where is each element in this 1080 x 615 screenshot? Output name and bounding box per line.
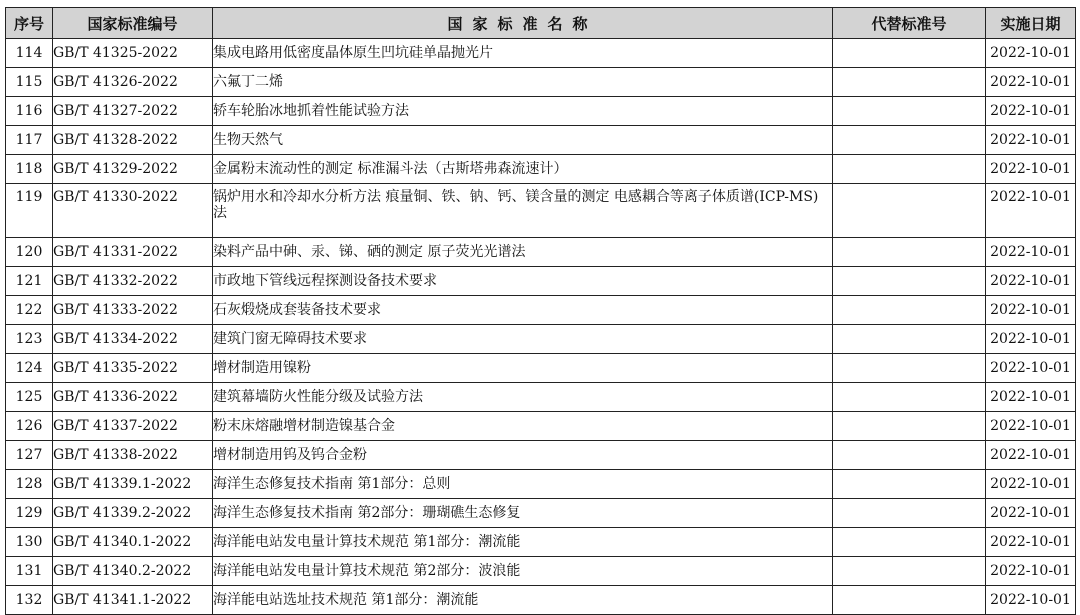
cell-code: GB/T 41330-2022 [53, 184, 213, 238]
cell-seq: 124 [6, 354, 53, 383]
cell-code: GB/T 41334-2022 [53, 325, 213, 354]
cell-replace [833, 184, 986, 238]
cell-seq: 117 [6, 126, 53, 155]
header-replace: 代替标准号 [833, 8, 986, 39]
cell-seq: 123 [6, 325, 53, 354]
table-row [6, 126, 1076, 155]
cell-date: 2022-10-01 [986, 97, 1076, 126]
cell-replace [833, 126, 986, 155]
cell-date: 2022-10-01 [986, 499, 1076, 528]
cell-name: 粉末床熔融增材制造镍基合金 [213, 412, 833, 441]
cell-name: 海洋生态修复技术指南 第2部分：珊瑚礁生态修复 [213, 499, 833, 528]
cell-name: 石灰煅烧成套装备技术要求 [213, 296, 833, 325]
cell-seq: 125 [6, 383, 53, 412]
cell-name: 染料产品中砷、汞、锑、硒的测定 原子荧光光谱法 [213, 238, 833, 267]
cell-code: GB/T 41332-2022 [53, 267, 213, 296]
cell-name: 市政地下管线远程探测设备技术要求 [213, 267, 833, 296]
cell-code: GB/T 41336-2022 [53, 383, 213, 412]
cell-code: GB/T 41329-2022 [53, 155, 213, 184]
cell-replace [833, 412, 986, 441]
cell-code: GB/T 41325-2022 [53, 39, 213, 68]
cell-replace [833, 499, 986, 528]
cell-name: 海洋生态修复技术指南 第1部分：总则 [213, 470, 833, 499]
cell-seq: 130 [6, 528, 53, 557]
cell-name: 六氟丁二烯 [213, 68, 833, 97]
cell-seq: 131 [6, 557, 53, 586]
cell-date: 2022-10-01 [986, 586, 1076, 615]
cell-date: 2022-10-01 [986, 354, 1076, 383]
cell-replace [833, 557, 986, 586]
cell-replace [833, 97, 986, 126]
header-row [6, 8, 1076, 39]
header-date: 实施日期 [986, 8, 1076, 39]
cell-name: 增材制造用钨及钨合金粉 [213, 441, 833, 470]
cell-date: 2022-10-01 [986, 557, 1076, 586]
cell-date: 2022-10-01 [986, 470, 1076, 499]
table-row [6, 325, 1076, 354]
cell-replace [833, 296, 986, 325]
cell-date: 2022-10-01 [986, 126, 1076, 155]
cell-code: GB/T 41328-2022 [53, 126, 213, 155]
table-row [6, 383, 1076, 412]
cell-replace [833, 267, 986, 296]
cell-seq: 118 [6, 155, 53, 184]
cell-code: GB/T 41338-2022 [53, 441, 213, 470]
cell-date: 2022-10-01 [986, 267, 1076, 296]
cell-seq: 128 [6, 470, 53, 499]
cell-seq: 115 [6, 68, 53, 97]
cell-replace [833, 238, 986, 267]
table-row [6, 39, 1076, 68]
table-header [6, 8, 1076, 39]
cell-seq: 126 [6, 412, 53, 441]
cell-date: 2022-10-01 [986, 383, 1076, 412]
table-row [6, 412, 1076, 441]
cell-date: 2022-10-01 [986, 39, 1076, 68]
table-row [6, 354, 1076, 383]
cell-code: GB/T 41327-2022 [53, 97, 213, 126]
cell-code: GB/T 41326-2022 [53, 68, 213, 97]
cell-name: 增材制造用镍粉 [213, 354, 833, 383]
cell-date: 2022-10-01 [986, 155, 1076, 184]
cell-code: GB/T 41340.2-2022 [53, 557, 213, 586]
cell-code: GB/T 41333-2022 [53, 296, 213, 325]
table-row [6, 586, 1076, 615]
cell-name: 建筑门窗无障碍技术要求 [213, 325, 833, 354]
header-code: 国家标准编号 [53, 8, 213, 39]
table-row [6, 528, 1076, 557]
cell-name: 金属粉末流动性的测定 标准漏斗法（古斯塔弗森流速计） [213, 155, 833, 184]
cell-name: 生物天然气 [213, 126, 833, 155]
table-row [6, 499, 1076, 528]
table-row [6, 470, 1076, 499]
cell-replace [833, 383, 986, 412]
cell-date: 2022-10-01 [986, 528, 1076, 557]
header-name: 国家标准名称 [213, 8, 833, 39]
cell-name: 建筑幕墙防火性能分级及试验方法 [213, 383, 833, 412]
cell-date: 2022-10-01 [986, 325, 1076, 354]
cell-date: 2022-10-01 [986, 441, 1076, 470]
table-row [6, 97, 1076, 126]
cell-replace [833, 528, 986, 557]
cell-code: GB/T 41339.1-2022 [53, 470, 213, 499]
header-seq: 序号 [6, 8, 53, 39]
standards-table [5, 7, 1076, 615]
cell-date: 2022-10-01 [986, 184, 1076, 238]
cell-replace [833, 586, 986, 615]
table-row [6, 441, 1076, 470]
table-row [6, 296, 1076, 325]
table-row [6, 184, 1076, 238]
cell-seq: 116 [6, 97, 53, 126]
table-row [6, 68, 1076, 97]
cell-replace [833, 441, 986, 470]
cell-name: 海洋能电站发电量计算技术规范 第1部分：潮流能 [213, 528, 833, 557]
cell-date: 2022-10-01 [986, 68, 1076, 97]
cell-seq: 120 [6, 238, 53, 267]
cell-name: 海洋能电站发电量计算技术规范 第2部分：波浪能 [213, 557, 833, 586]
table-row [6, 238, 1076, 267]
cell-code: GB/T 41341.1-2022 [53, 586, 213, 615]
cell-replace [833, 325, 986, 354]
cell-date: 2022-10-01 [986, 296, 1076, 325]
cell-code: GB/T 41337-2022 [53, 412, 213, 441]
cell-replace [833, 470, 986, 499]
cell-seq: 122 [6, 296, 53, 325]
cell-code: GB/T 41339.2-2022 [53, 499, 213, 528]
cell-replace [833, 68, 986, 97]
cell-seq: 132 [6, 586, 53, 615]
cell-replace [833, 354, 986, 383]
table-row [6, 267, 1076, 296]
cell-seq: 127 [6, 441, 53, 470]
cell-code: GB/T 41340.1-2022 [53, 528, 213, 557]
cell-code: GB/T 41335-2022 [53, 354, 213, 383]
cell-replace [833, 155, 986, 184]
cell-replace [833, 39, 986, 68]
table-row [6, 557, 1076, 586]
cell-seq: 119 [6, 184, 53, 238]
cell-date: 2022-10-01 [986, 238, 1076, 267]
table-body [6, 39, 1076, 615]
cell-seq: 129 [6, 499, 53, 528]
cell-code: GB/T 41331-2022 [53, 238, 213, 267]
cell-name: 集成电路用低密度晶体原生凹坑硅单晶抛光片 [213, 39, 833, 68]
cell-date: 2022-10-01 [986, 412, 1076, 441]
cell-name: 锅炉用水和冷却水分析方法 痕量铜、铁、钠、钙、镁含量的测定 电感耦合等离子体质谱(ICP-MS)法 [213, 184, 833, 238]
cell-name: 轿车轮胎冰地抓着性能试验方法 [213, 97, 833, 126]
cell-seq: 121 [6, 267, 53, 296]
cell-name: 海洋能电站选址技术规范 第1部分：潮流能 [213, 586, 833, 615]
cell-seq: 114 [6, 39, 53, 68]
table-row [6, 155, 1076, 184]
